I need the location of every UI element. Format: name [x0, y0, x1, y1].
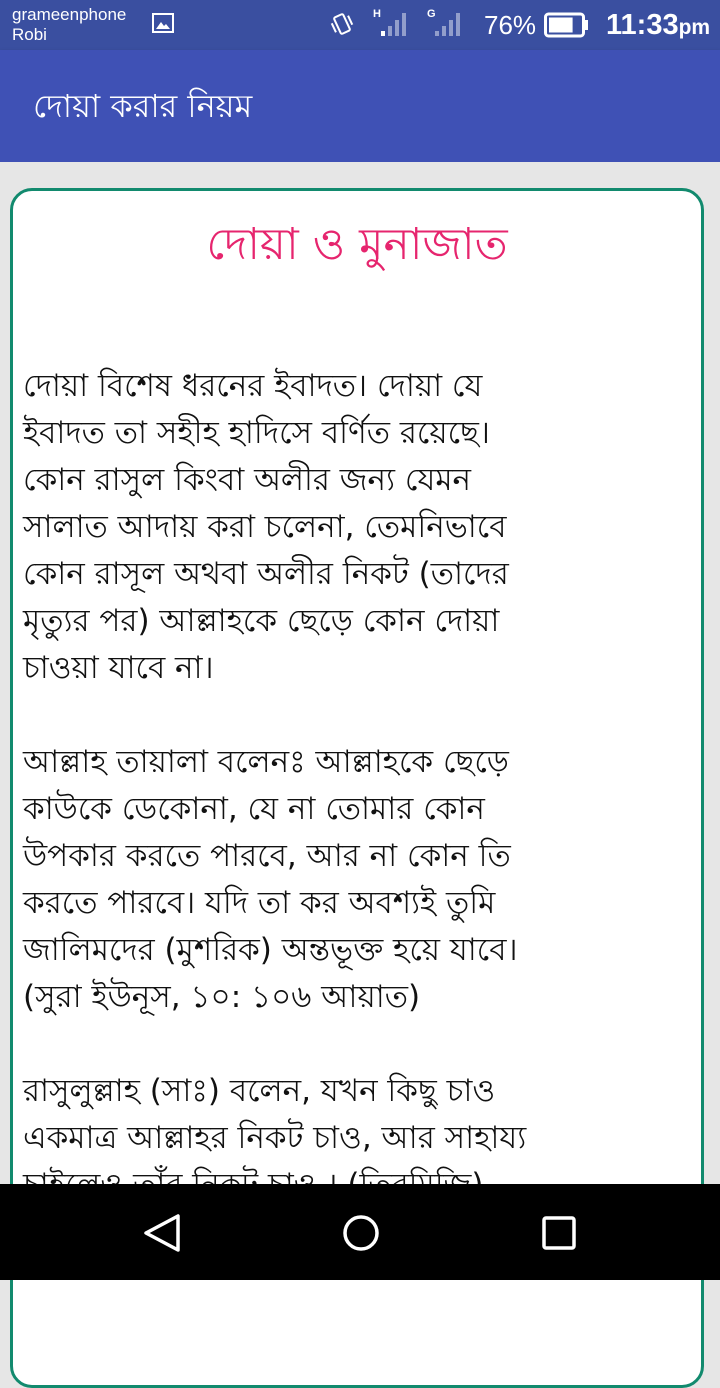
paragraph-line: মৃত্যুর পর) আল্লাহকে ছেড়ে কোন দোয়া — [23, 603, 500, 639]
article-title: দোয়া ও মুনাজাত — [206, 219, 508, 270]
signal-g-icon — [426, 8, 468, 38]
gallery-icon — [152, 13, 174, 33]
navigation-bar — [0, 1184, 720, 1280]
clock-time: 11:33 — [606, 9, 679, 41]
paragraph-line: একমাত্র আল্লাহর নিকট চাও, আর সাহায্য — [23, 1120, 527, 1156]
article-paragraph — [23, 363, 699, 692]
paragraph-line: কাউকে ডেকোনা, যে না তোমার কোন — [23, 791, 485, 827]
app-bar — [0, 50, 720, 162]
paragraph-line: জালিমদের (মুশরিক) অন্তভূক্ত হয়ে যাবে। — [23, 932, 518, 968]
battery-percent: 76% — [484, 10, 537, 40]
article-body — [23, 363, 699, 1256]
paragraph-line: সালাত আদায় করা চলেনা, তেমনিভাবে — [23, 509, 507, 545]
paragraph-line: চাওয়া যাবে না। — [23, 650, 214, 686]
recent-apps-icon[interactable] — [540, 1214, 578, 1252]
battery-icon — [544, 12, 590, 38]
carrier-name-primary: grameenphone — [12, 5, 127, 24]
signal-h-label: H — [373, 8, 381, 20]
paragraph-line: (সুরা ইউনূস, ১০: ১০৬ আয়াত) — [23, 979, 421, 1015]
article-paragraph — [23, 739, 699, 1021]
app-title: দোয়া করার নিয়ম — [33, 87, 253, 125]
clock — [606, 6, 710, 47]
home-icon[interactable] — [340, 1212, 382, 1254]
signal-g-label: G — [427, 8, 436, 20]
paragraph-line: আল্লাহ তায়ালা বলেনঃ আল্লাহকে ছেড়ে — [23, 744, 509, 780]
clock-ampm: pm — [678, 16, 711, 39]
back-icon[interactable] — [140, 1212, 184, 1254]
content-scroll-area[interactable] — [0, 162, 720, 1184]
paragraph-line: দোয়া বিশেষ ধরনের ইবাদত। দোয়া যে — [23, 368, 483, 404]
vibrate-icon — [330, 10, 354, 38]
paragraph-line: ইবাদত তা সহীহ হাদিসে বর্ণিত রয়েছে। — [23, 415, 490, 451]
paragraph-line: রাসুলুল্লাহ (সাঃ) বলেন, যখন কিছু চাও — [23, 1073, 496, 1109]
paragraph-line: করতে পারবে। যদি তা কর অবশ্যই তুমি — [23, 885, 496, 921]
paragraph-line: কোন রাসুল কিংবা অলীর জন্য যেমন — [23, 462, 472, 498]
status-bar — [0, 0, 720, 50]
battery-fill — [549, 18, 573, 33]
paragraph-line: কোন রাসূল অথবা অলীর নিকট (তাদের — [23, 556, 509, 592]
signal-h-icon — [372, 8, 414, 38]
paragraph-line: উপকার করতে পারবে, আর না কোন তি — [23, 838, 511, 874]
carrier-info — [12, 5, 126, 45]
carrier-name-secondary: Robi — [12, 25, 47, 44]
